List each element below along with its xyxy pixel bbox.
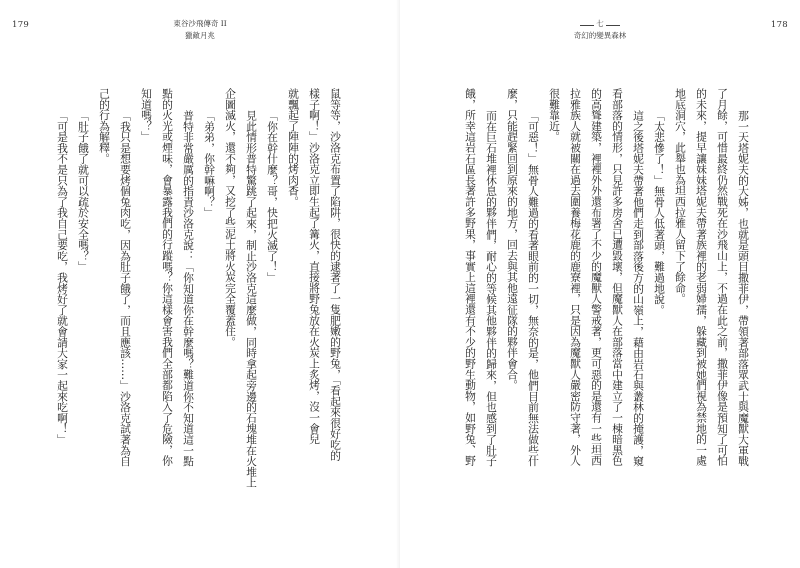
text-column: 的未來，提早讓妹妹塔妮夫帶著族裡的老弱婦孺，躲藏到被她們視為禁地的一處 [695,88,708,466]
right-page [400,0,800,568]
text-column: 麼，只能趕緊回到原來的地方，回去與其他遠征隊的夥伴會合。 [506,88,519,391]
page-number: 179 [12,20,30,30]
text-column: 那一天塔妮夫的大姊，也就是頭目撒菲伊，帶領著部落眾武士與魔獸大軍戰 [737,109,750,466]
text-column: 普特非常嚴厲的指責沙洛克說：「你知道你在幹麼嗎？難道你不知道這一點 [182,109,195,466]
decorative-rule [580,25,594,26]
text-column: 很難靠近。 [548,88,561,142]
text-column: 了月餘，可惜最終仍然戰死在沙飛山上，不過在此之前，撒菲伊像是預知了可怕 [716,88,729,466]
text-column: 己的行為解釋。 [98,88,111,164]
text-column: 鼠等等，沙洛克布置了陷阱，很快的逮著了一隻肥嫩的野兔，「看起來很好吃的 [329,88,342,461]
text-column: 的高聳建築，裡裡外外還布署了不少的魔獸人警戒著，更可惡的是還有一些坦西 [590,88,603,466]
text-column: 而在巨石堆裡休息的夥伴們，耐心的等候其他夥伴的歸來，但也感到了肚子 [485,109,498,466]
text-column: 餓，所幸這岩石區長著許多野果，事實上這裡還有不少的野生動物，如野兔、野 [464,88,477,466]
body-text [460,88,754,508]
text-column: 這之後塔妮夫帶著他們走到部落後方的山嶺上，藉由岩石與叢林的掩護，窺 [632,109,645,466]
text-column: 「肚子餓了就可以疏於安全嗎？」 [77,109,90,272]
book-subtitle: 獵敵月兆 [185,31,215,40]
text-column: 就飄起了陣陣的烤肉香。 [287,88,300,207]
text-column: 企圖滅火，還不夠，又挖了些泥土將火炭完全覆蓋住。 [224,88,237,348]
text-column: 看部落的情形，只見許多房舍已遭毀壞，但魔獸人在部落當中建立了一棟暗黑色 [611,88,624,466]
text-column: 「可是我不是只為了我自己要吃，我烤好了就會請大家一起來吃啊！」 [56,109,69,445]
text-column: 「太悲慘了！」無骨人低著頭，難過地說。 [653,109,666,315]
decorative-rule [606,25,620,26]
text-column: 點的火光或煙味，會暴露我們的行蹤嗎？你這樣會害我們全部都陷入了危險，你 [161,88,174,466]
text-column: 「弟弟，你幹嘛啊？」 [203,109,216,218]
text-column: 見此情形普特驚跳了起來，制止沙洛克這麼做，同時拿起旁邊的石塊堆在火堆上 [245,109,258,488]
text-column: 樣子啊！」沙洛克立即生起了篝火，直接將野兔放在火炭上炙烤，沒一會兒 [308,88,321,445]
text-column: 「我只是想要烤個兔肉吃，因為肚子餓了，而且應該……」沙洛克試著為自 [119,109,132,466]
body-text [52,88,346,508]
text-column: 拉雅族人就被關在過去圍養梅花鹿的鹿寮裡，只是因為魔獸人嚴密防守著，外人 [569,88,582,466]
text-column: 「你在幹什麼？哥，快把火滅了！」 [266,109,279,283]
text-column: 知道嗎？」 [140,88,153,142]
running-header [120,18,280,42]
chapter-title: 奇幻的變異森林 [573,31,627,40]
page-number: 178 [770,20,788,30]
running-header [520,18,680,42]
chapter-marker [520,18,680,30]
book-title: 東谷沙飛傳奇 II [173,19,227,28]
chapter-number: 七 [596,19,604,28]
text-column: 「可惡！」無骨人難過的看著眼前的一切，無奈的是，他們目前無法做些什 [527,109,540,466]
text-column: 地底洞穴，此舉也為坦西拉雅人留下了餘命。 [674,88,687,304]
